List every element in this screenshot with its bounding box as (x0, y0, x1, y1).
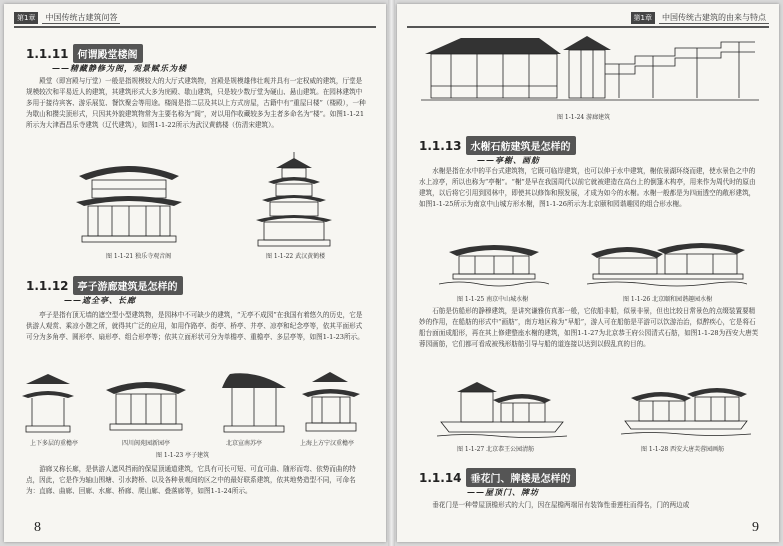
figure-1-1-22-caption: 图 1-1-22 武汉黄鹤楼 (266, 253, 326, 260)
painted-boat-drawing (621, 382, 751, 438)
figure-1-1-23 (18, 370, 374, 436)
stone-boat-drawing (437, 378, 567, 440)
book-spine (388, 0, 395, 546)
section-subtitle: ——精藏静修为阁，观景赋乐为楼 (52, 63, 187, 73)
section-1-1-11-heading (26, 44, 143, 63)
figure-1-1-23-label-4: 上海上方宁汉重檐亭 (300, 440, 355, 447)
figure-1-1-24-caption: 图 1-1-24 游廊建筑 (557, 114, 611, 121)
left-running-header (14, 10, 120, 26)
chapter-box: 第1章 (14, 12, 38, 24)
figure-1-1-22 (254, 152, 334, 248)
guanyin-pavilion-drawing (74, 156, 184, 246)
figure-1-1-23-label-2: 四川阆苑园新园亭 (122, 440, 171, 447)
chapter-title: 中国传统古建筑的由来与特点 (659, 12, 769, 24)
paragraph-1-1-13: 水榭是指在水中的平台式建筑物，它既可临岸建筑，也可以伸于水中建筑，榭依景湖环绕而建，使水景色之中的水上凉亭，所以也称为“亭榭”。“榭”是早在我国周代以前它就被建造在高台上的倒篷木构亭，用来作为周代时的原由建筑，以后将它引用到园林中，即使其以修饰和照发展，才成为如今的水榭。水榭一般都是为四面透空的敞形建筑，如图1-1-25所示为南京中山城方形水榭，图1-1-26所示为北京颐和园谐趣园的组合形水榭。 (419, 167, 756, 208)
figure-1-1-26 (587, 236, 747, 288)
section-subtitle: ——遮全亭、长廊 (64, 295, 136, 305)
section-number: 1.1.11 (26, 46, 69, 61)
figure-1-1-23-label-3: 北京宣南苏亭 (226, 440, 263, 447)
section-title: 垂花门、牌楼是怎样的 (466, 468, 576, 487)
figure-1-1-21 (74, 156, 184, 246)
figure-1-1-27 (437, 378, 567, 440)
book-title: 中国传统古建筑问答 (42, 12, 120, 24)
paragraph-1-1-13-b: 石舫是仿船形的静穆建筑，是讲究谦雅仿真那一般，它依船非船，似景非景，但也比较日常景色的点缀装置要精妙的作用，在船舫的形式中“画舫”，南方地区称为“早船”，游人可在船舫是平游可以饮游治治，似醉疾心，它是将石船台面面成船形，再在其上修建整座水榭的建筑，如图1-1-27为北京恭王府公园清式石舫，如图1-1-28为西安大唐芙蓉园画舫，它们都可看成被残形舫舫引导与船的道连接以达到以假乱真的目的。 (419, 307, 759, 348)
pavilion-b (106, 382, 186, 430)
section-title: 水榭石舫建筑是怎样的 (466, 136, 576, 155)
section-title: 亭子游廊建筑是怎样的 (73, 276, 183, 295)
section-subtitle: ——亭榭、画舫 (477, 155, 540, 165)
figure-1-1-23-caption: 图 1-1-23 亭子建筑 (156, 452, 210, 459)
figure-1-1-23-label-1: 上下多层的重檐亭 (30, 440, 79, 447)
right-running-header (631, 10, 769, 26)
figure-1-1-24 (421, 34, 759, 108)
pavilion-c (222, 373, 286, 432)
section-1-1-13-heading (419, 136, 576, 155)
section-number: 1.1.12 (26, 278, 69, 293)
figure-1-1-25-caption: 图 1-1-25 南京中山城水榭 (457, 296, 529, 303)
section-subtitle: ——屋顶门、牌坊 (467, 487, 539, 497)
figure-1-1-26-caption: 图 1-1-26 北京颐和园谐趣园水榭 (623, 296, 713, 303)
pavilions-drawing (18, 370, 374, 436)
header-rule (407, 26, 769, 28)
page-number: 8 (34, 520, 41, 535)
paragraph-1-1-14: 垂花门是一种带屋顶檐形式的大门，因在屋檐两端吊有装饰性垂莲柱而得名，门的两边或 (432, 501, 690, 509)
figure-1-1-28 (621, 382, 751, 438)
pavilion-d (302, 372, 360, 431)
figure-1-1-25 (439, 238, 549, 288)
section-title: 何谓殿堂楼阁 (73, 44, 143, 63)
paragraph-1-1-12: 亭子是指有顶无墙的遮空型小型建筑物，是园林中不可缺少的建筑，“无亭不成园”在我国有着悠久的历史，它是供游人观赏、乘凉小憩之所，就得其广泛的应用，如用作路亭、街亭、桥亭、井亭、凉亭和纪念亭等，依其平面形式可分为多角亭、圆形亭、扇形亭、组合形亭等；依其立面形状可分为单檐亭、重檐亭、多层亭等，如图1-1-23所示。 (26, 311, 364, 341)
figure-1-1-21-caption: 图 1-1-21 独乐寺观音阁 (106, 253, 172, 260)
chapter-box: 第1章 (631, 12, 655, 24)
yellow-crane-tower-drawing (254, 152, 334, 248)
paragraph-1-1-11: 殿堂（即宫殿与厅堂）一般是指规模较大的大厅式建筑物，宫殿是规模雄伟壮观并具有一定权威的建筑，厅堂是规模较次和平易近人的建筑，其建筑形式大多为庑殿、歇山建筑，只是较少数厅堂为硬山、悬山建筑。在园林建筑中多用于接待宾客、游乐展览、餐饮聚会等用途。楼阁是指二层及其以上方式房屋，古籍中有“重屋曰楼”（楼殿），一种为歇山和攒尖顶形式，只因其外貌建筑物常为主要名称为“阁”，对以用作收藏较多为主者多命名为“楼”。如图1-1-21所示为大津酉昌乐寺建筑（辽代建筑），如图1-1-22所示为武汉黄鹤楼（仿清宋建筑）。 (26, 77, 366, 129)
section-1-1-14-heading (419, 468, 576, 487)
summer-palace-waterside-pavilion-drawing (587, 236, 747, 288)
section-number: 1.1.14 (419, 470, 462, 485)
header-rule (14, 26, 376, 28)
paragraph-1-1-12-b: 游廊又称长廊，是供游人遮风挡雨的保屋顶通道建筑，它具有可长可短、可直可曲、随形而弯、依势而曲的特点，因此，它是作为轴山围塘、引水跨桥、以及各种景观间的区之中的最好联系建筑，依其地势造型不同，可命名为：直廊、曲廊、回廊、水廊、桥廊、爬山廊、叠落廊等，如图1-1-24所示。 (26, 465, 356, 495)
nanjing-waterside-pavilion-drawing (439, 238, 549, 288)
left-page (4, 4, 386, 542)
section-number: 1.1.13 (419, 138, 462, 153)
figure-1-1-27-caption: 图 1-1-27 北京恭王公园清舫 (457, 446, 535, 453)
figure-1-1-28-caption: 图 1-1-28 西安大唐芙蓉园画舫 (641, 446, 725, 453)
page-number: 9 (752, 520, 759, 535)
corridor-drawing (421, 34, 759, 108)
section-1-1-12-heading (26, 276, 183, 295)
pavilion-a (22, 374, 74, 432)
right-page (397, 4, 779, 542)
